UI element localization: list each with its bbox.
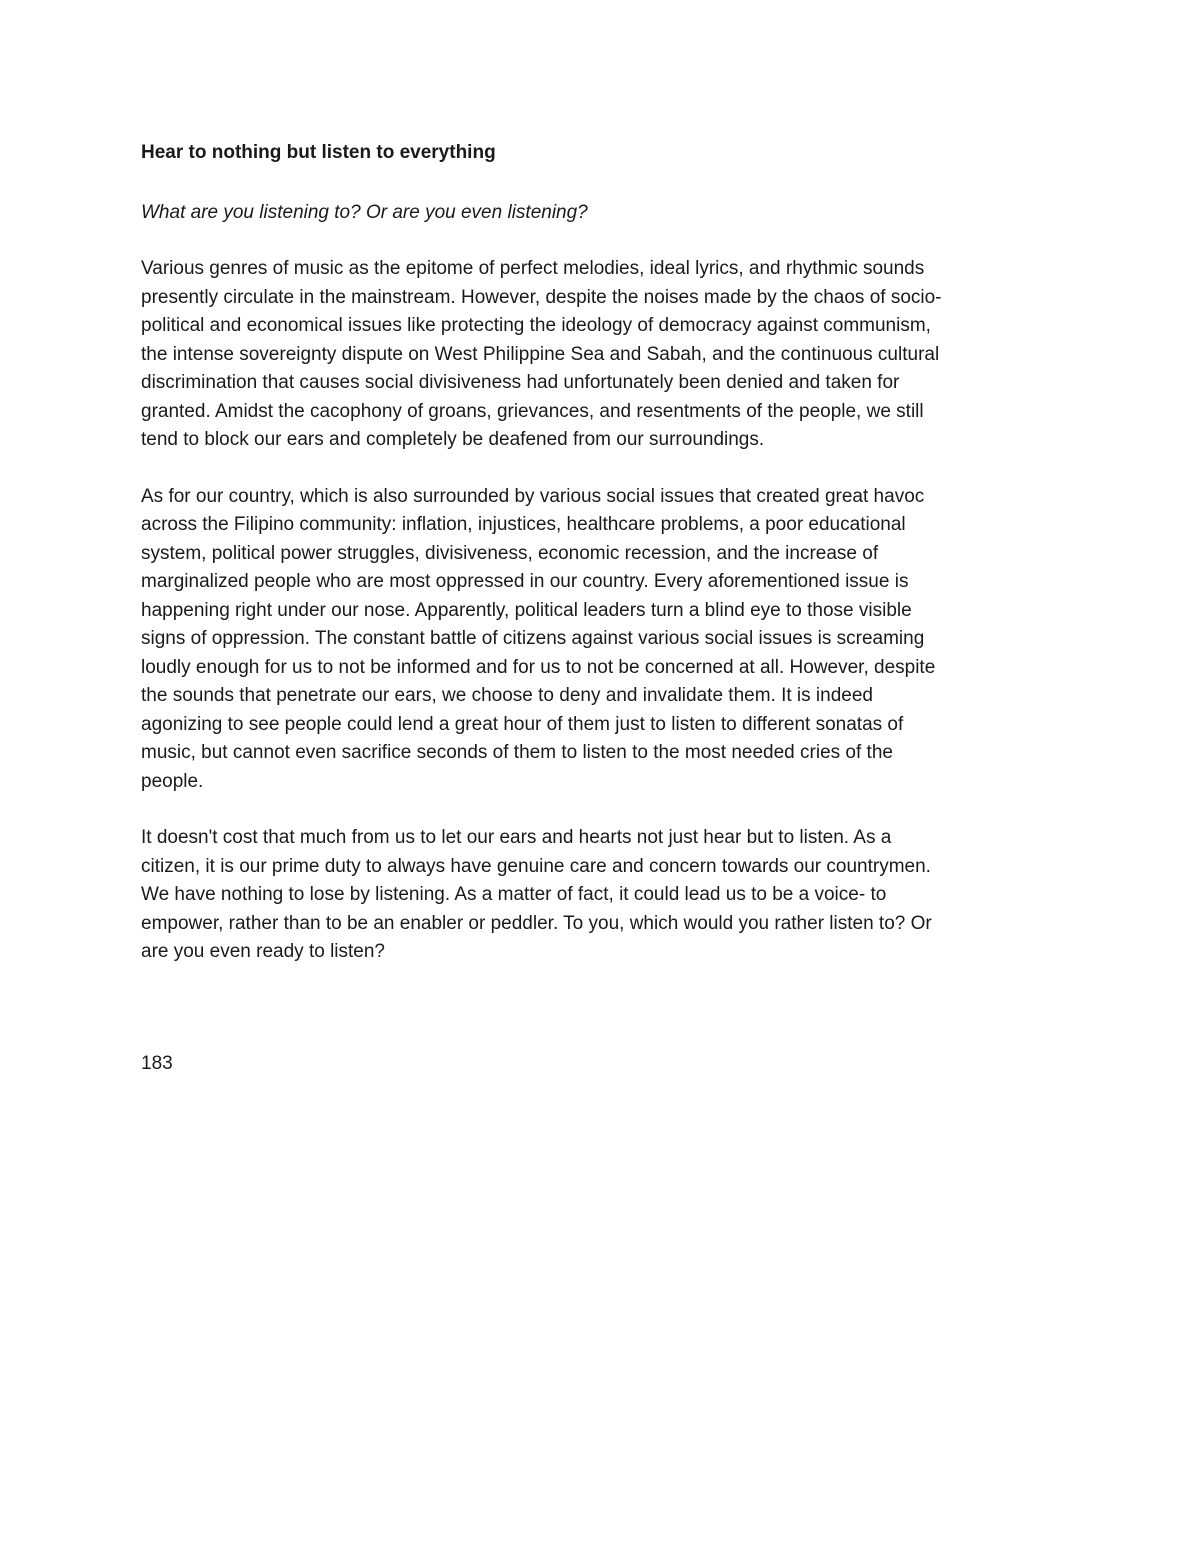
text-line: loudly enough for us to not be informed and for us to not be concerned at all. However, despite: [141, 656, 936, 678]
text-line: marginalized people who are most oppressed in our country. Every aforementioned issue is: [141, 571, 909, 592]
text-line: music, but cannot even sacrifice seconds of them to listen to the most needed cries of the: [141, 742, 893, 763]
text-line: the sounds that penetrate our ears, we choose to deny and invalidate them. It is indeed: [141, 685, 873, 706]
text-line: across the Filipino community: inflation, injustices, healthcare problems, a poor educational: [141, 514, 906, 535]
paragraph-2: [141, 483, 1061, 797]
text-line: people.: [141, 770, 204, 792]
text-line: political and economical issues like protecting the ideology of democracy against communism,: [141, 315, 931, 336]
text-line: presently circulate in the mainstream. However, despite the noises made by the chaos of socio-: [141, 286, 942, 308]
text-line: discrimination that causes social divisiveness had unfortunately been denied and taken for: [141, 372, 900, 393]
text-line: system, political power struggles, divisiveness, economic recession, and the increase of: [141, 542, 879, 564]
document-subtitle: What are you listening to? Or are you even listening?: [141, 202, 588, 223]
text-line: happening right under our nose. Apparently, political leaders turn a blind eye to those visible: [141, 599, 912, 621]
paragraph-3: [141, 824, 1061, 967]
text-line: It doesn't cost that much from us to let our ears and hearts not just hear but to listen. As a: [141, 827, 892, 848]
document-title: Hear to nothing but listen to everything: [141, 142, 496, 163]
document-body: [141, 139, 1061, 995]
text-line: Various genres of music as the epitome of perfect melodies, ideal lyrics, and rhythmic sounds: [141, 258, 925, 279]
text-line: signs of oppression. The constant battle of citizens against various social issues is screaming: [141, 628, 925, 649]
text-line: empower, rather than to be an enabler or peddler. To you, which would you rather listen to? Or: [141, 912, 932, 934]
text-line: citizen, it is our prime duty to always have genuine care and concern towards our countrymen.: [141, 855, 931, 877]
text-line: We have nothing to lose by listening. As a matter of fact, it could lead us to be a voice- to: [141, 884, 887, 905]
text-line: the intense sovereignty dispute on West Philippine Sea and Sabah, and the continuous cultural: [141, 343, 940, 365]
paragraph-1: [141, 255, 1061, 455]
page-number: 183: [141, 1053, 173, 1074]
text-line: As for our country, which is also surrounded by various social issues that created great havoc: [141, 485, 925, 507]
text-line: granted. Amidst the cacophony of groans, grievances, and resentments of the people, we still: [141, 400, 924, 422]
text-line: are you even ready to listen?: [141, 941, 385, 962]
text-line: tend to block our ears and completely be deafened from our surroundings.: [141, 429, 765, 450]
text-line: agonizing to see people could lend a great hour of them just to listen to different sonatas of: [141, 713, 904, 735]
